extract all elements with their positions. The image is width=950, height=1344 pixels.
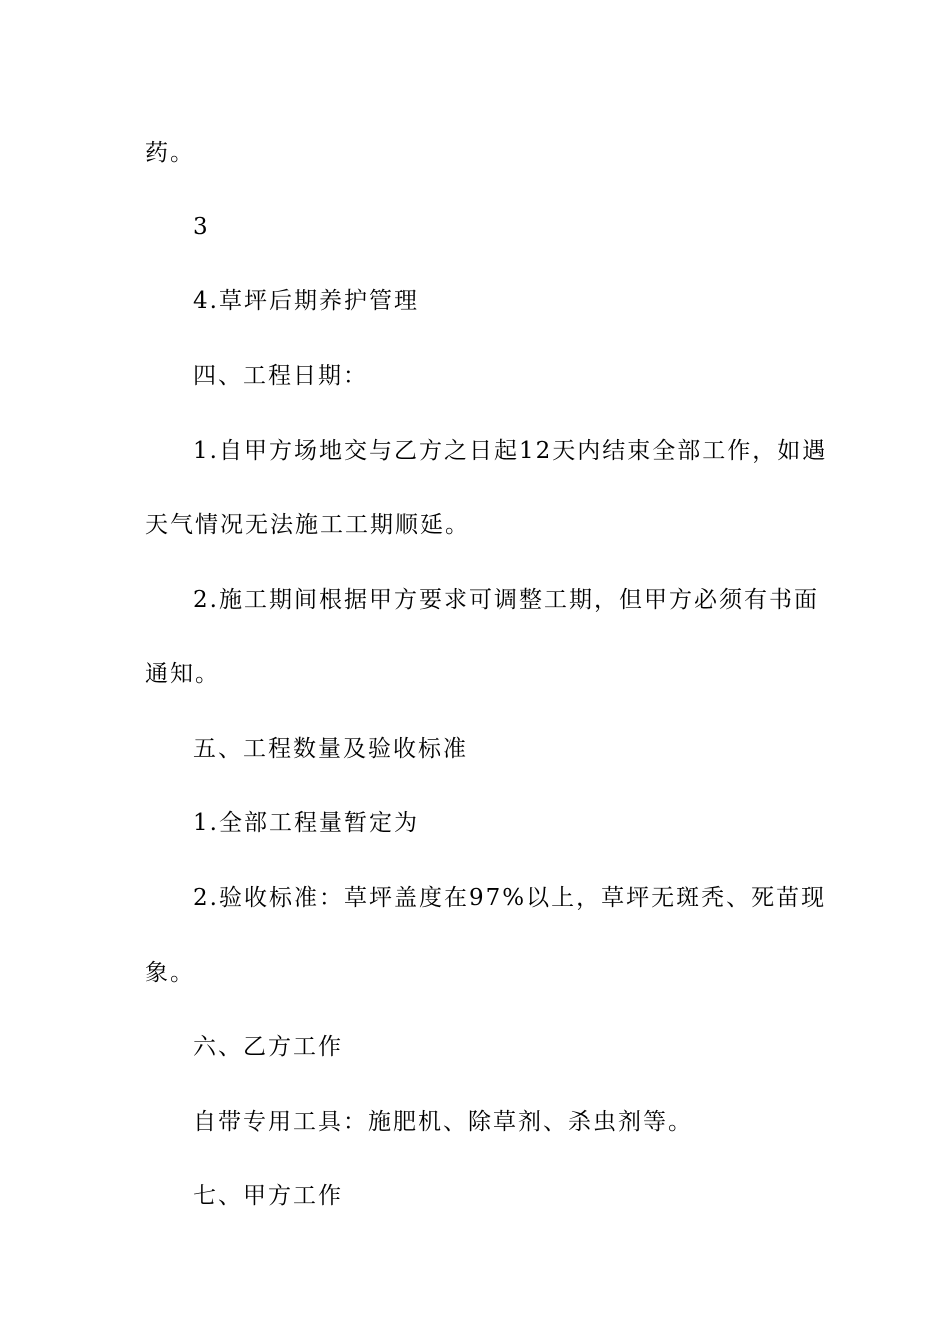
acceptance-item-2-line-1: 2.验收标准：草坪盖度在97%以上，草坪无斑秃、死苗现 <box>193 885 827 911</box>
quantity-item-1: 1.全部工程量暂定为 <box>193 810 419 836</box>
item-lawn-maintenance: 4.草坪后期养护管理 <box>193 288 419 314</box>
party-b-tools: 自带专用工具：施肥机、除草剂、杀虫剂等。 <box>193 1109 693 1135</box>
section-heading-party-a-work: 七、甲方工作 <box>193 1183 343 1209</box>
section-heading-quantity-acceptance: 五、工程数量及验收标准 <box>193 736 468 762</box>
schedule-item-1-line-2: 天气情况无法施工工期顺延。 <box>145 512 470 538</box>
section-heading-schedule: 四、工程日期： <box>193 363 368 389</box>
item-number: 3 <box>193 214 210 240</box>
acceptance-item-2-line-2: 象。 <box>145 960 195 986</box>
section-heading-party-b-work: 六、乙方工作 <box>193 1034 343 1060</box>
schedule-item-2-line-1: 2.施工期间根据甲方要求可调整工期，但甲方必须有书面 <box>193 587 819 613</box>
paragraph-continuation: 药。 <box>145 140 195 166</box>
schedule-item-1-line-1: 1.自甲方场地交与乙方之日起12天内结束全部工作，如遇 <box>193 438 828 464</box>
schedule-item-2-line-2: 通知。 <box>145 661 220 687</box>
